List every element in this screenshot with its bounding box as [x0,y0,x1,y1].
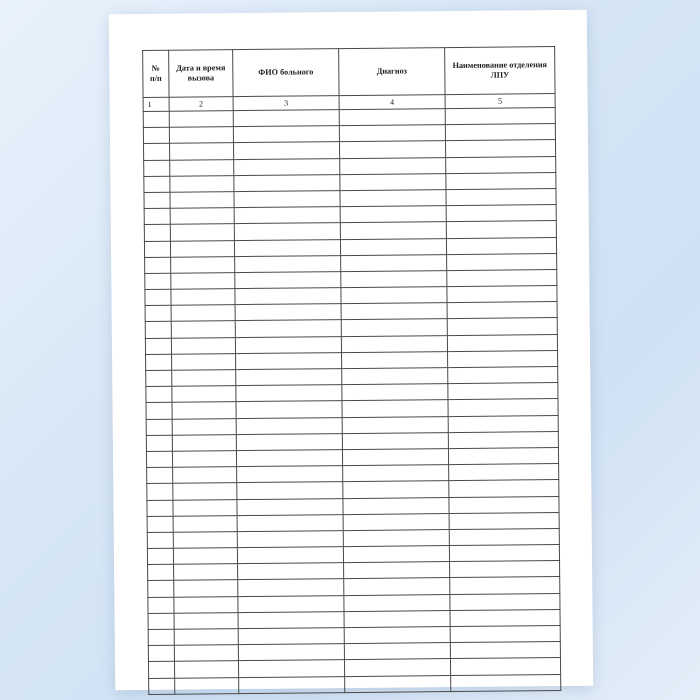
table-cell[interactable] [445,108,555,125]
table-cell[interactable] [448,383,558,400]
table-cell[interactable] [173,548,237,565]
table-cell[interactable] [172,353,236,370]
table-cell[interactable] [339,125,445,142]
table-cell[interactable] [148,564,174,580]
table-cell[interactable] [448,447,558,464]
table-cell[interactable] [171,337,235,354]
column-header-call-datetime: Дата и время вызова [169,50,233,98]
table-cell[interactable] [234,207,340,224]
table-cell[interactable] [451,674,561,691]
table-cell[interactable] [147,548,173,564]
table-cell[interactable] [340,238,446,255]
table-cell[interactable] [235,336,341,353]
table-cell[interactable] [145,273,171,289]
column-header-patient-name: ФИО больного [233,49,339,97]
column-number-3: 3 [233,96,339,111]
table-cell[interactable] [147,467,173,483]
table-cell[interactable] [236,401,342,418]
table-cell[interactable] [446,221,556,238]
table-cell[interactable] [170,240,234,257]
table-cell[interactable] [234,223,340,240]
table-cell[interactable] [237,498,343,515]
table-cell[interactable] [171,289,235,306]
table-cell[interactable] [342,416,448,433]
table-cell[interactable] [148,581,174,597]
table-cell[interactable] [148,629,174,645]
table-cell[interactable] [235,320,341,337]
table-cell[interactable] [172,370,236,387]
table-cell[interactable] [237,530,343,547]
table-cell[interactable] [344,594,450,611]
table-cell[interactable] [147,516,173,532]
column-header-department-name: Наименование отделения ЛПУ [445,47,555,95]
table-cell[interactable] [450,577,560,594]
table-cell[interactable] [447,286,557,303]
table-cell[interactable] [169,111,233,128]
table-cell[interactable] [147,500,173,516]
table-cell[interactable] [174,596,238,613]
table-cell[interactable] [171,256,235,273]
table-cell[interactable] [447,318,557,335]
table-cell[interactable] [148,645,174,661]
table-cell[interactable] [145,257,171,273]
table-cell[interactable] [447,269,557,286]
table-cell[interactable] [344,627,450,644]
table-cell[interactable] [341,270,447,287]
table-cell[interactable] [238,628,344,645]
table-cell[interactable] [344,659,450,676]
table-cell[interactable] [235,288,341,305]
table-cell[interactable] [345,675,451,692]
table-cell[interactable] [148,662,174,678]
table-cell[interactable] [175,677,239,694]
table-cell[interactable] [170,159,234,176]
table-cell[interactable] [446,205,556,222]
column-number-5: 5 [445,94,555,109]
table-cell[interactable] [238,644,344,661]
table-cell[interactable] [234,174,340,191]
table-cell[interactable] [147,532,173,548]
table-cell[interactable] [172,402,236,419]
table-cell[interactable] [449,464,559,481]
table-cell[interactable] [344,610,450,627]
table-cell[interactable] [343,546,449,563]
table-cell[interactable] [146,419,172,435]
table-cell[interactable] [449,512,559,529]
sheet-content [142,46,560,695]
table-cell[interactable] [144,208,170,224]
table-cell[interactable] [238,579,344,596]
table-cell[interactable] [173,531,237,548]
table-cell[interactable] [234,142,340,159]
table-cell[interactable] [340,173,446,190]
table-cell[interactable] [173,483,237,500]
table-cell[interactable] [237,514,343,531]
column-number-2: 2 [169,97,233,112]
table-cell[interactable] [234,191,340,208]
table-cell[interactable] [233,110,339,127]
table-cell[interactable] [171,321,235,338]
table-cell[interactable] [171,305,235,322]
table-cell[interactable] [448,431,558,448]
table-cell[interactable] [169,127,233,144]
table-cell[interactable] [343,465,449,482]
table-cell[interactable] [237,482,343,499]
paper-sheet [109,10,593,691]
table-cell[interactable] [171,272,235,289]
table-cell[interactable] [143,127,169,143]
table-cell[interactable] [147,484,173,500]
table-cell[interactable] [341,335,447,352]
table-cell[interactable] [343,513,449,530]
table-cell[interactable] [342,368,448,385]
table-cell[interactable] [450,642,560,659]
register-table [142,46,561,695]
table-cell[interactable] [448,350,558,367]
table-cell[interactable] [235,271,341,288]
table-cell[interactable] [450,609,560,626]
table-cell[interactable] [170,192,234,209]
table-cell[interactable] [342,351,448,368]
table-cell[interactable] [236,433,342,450]
table-cell[interactable] [344,643,450,660]
table-cell[interactable] [340,206,446,223]
column-number-4: 4 [339,95,445,110]
table-cell[interactable] [239,676,345,693]
table-cell[interactable] [237,466,343,483]
table-cell[interactable] [449,545,559,562]
table-cell[interactable] [450,593,560,610]
table-cell[interactable] [342,432,448,449]
table-cell[interactable] [145,289,171,305]
table-cell[interactable] [174,612,238,629]
table-cell[interactable] [446,172,556,189]
table-cell[interactable] [172,418,236,435]
table-cell[interactable] [238,611,344,628]
table-cell[interactable] [341,287,447,304]
table-cell[interactable] [341,254,447,271]
table-cell[interactable] [342,449,448,466]
table-cell[interactable] [446,156,556,173]
table-cell[interactable] [448,367,558,384]
table-cell[interactable] [445,140,555,157]
table-cell[interactable] [148,613,174,629]
column-number-1: 1 [143,97,169,111]
table-cell[interactable] [144,192,170,208]
table-cell[interactable] [170,208,234,225]
table-cell[interactable] [174,645,238,662]
table-cell[interactable] [449,496,559,513]
table-cell[interactable] [173,515,237,532]
table-cell[interactable] [235,304,341,321]
table-cell[interactable] [173,499,237,516]
table-body [143,108,561,695]
table-cell[interactable] [170,175,234,192]
table-cell[interactable] [447,253,557,270]
table-cell[interactable] [341,319,447,336]
table-cell[interactable] [235,255,341,272]
column-header-number [143,50,169,97]
table-cell[interactable] [341,303,447,320]
table-cell[interactable] [174,661,238,678]
table-cell[interactable] [145,305,171,321]
table-cell[interactable] [447,302,557,319]
table-cell[interactable] [174,580,238,597]
table-row[interactable] [149,674,561,694]
table-cell[interactable] [450,626,560,643]
table-cell[interactable] [236,417,342,434]
table-cell[interactable] [340,222,446,239]
table-cell[interactable] [450,658,560,675]
table-cell[interactable] [340,157,446,174]
table-cell[interactable] [174,564,238,581]
table-cell[interactable] [449,480,559,497]
table-cell[interactable] [174,629,238,646]
table-cell[interactable] [446,188,556,205]
table-cell[interactable] [340,141,446,158]
table-cell[interactable] [144,176,170,192]
table-cell[interactable] [343,481,449,498]
table-cell[interactable] [144,225,170,241]
table-cell[interactable] [146,386,172,402]
table-cell[interactable] [236,352,342,369]
table-cell[interactable] [448,415,558,432]
table-cell[interactable] [340,190,446,207]
table-cell[interactable] [236,450,342,467]
table-cell[interactable] [450,561,560,578]
table-cell[interactable] [146,354,172,370]
table-cell[interactable] [172,451,236,468]
table-cell[interactable] [342,384,448,401]
table-cell[interactable] [446,237,556,254]
table-cell[interactable] [146,403,172,419]
table-cell[interactable] [238,660,344,677]
table-cell[interactable] [173,467,237,484]
table-cell[interactable] [172,386,236,403]
table-cell[interactable] [144,160,170,176]
table-cell[interactable] [344,578,450,595]
table-cell[interactable] [146,451,172,467]
table-cell[interactable] [170,224,234,241]
column-header-number-line1: № п/п [149,64,162,83]
table-cell[interactable] [448,399,558,416]
table-cell[interactable] [144,241,170,257]
table-cell[interactable] [145,338,171,354]
table-cell[interactable] [145,322,171,338]
table-cell[interactable] [237,547,343,564]
table-cell[interactable] [339,109,445,126]
table-cell[interactable] [445,124,555,141]
table-cell[interactable] [148,597,174,613]
table-cell[interactable] [144,144,170,160]
table-cell[interactable] [342,400,448,417]
table-cell[interactable] [343,529,449,546]
table-cell[interactable] [233,126,339,143]
header-row [143,47,555,98]
table-cell[interactable] [146,370,172,386]
table-cell[interactable] [143,111,169,127]
table-cell[interactable] [172,434,236,451]
table-cell[interactable] [149,678,175,694]
table-cell[interactable] [343,497,449,514]
table-cell[interactable] [146,435,172,451]
table-header [143,47,556,112]
table-cell[interactable] [234,239,340,256]
table-cell[interactable] [238,563,344,580]
table-cell[interactable] [447,334,557,351]
table-cell[interactable] [238,595,344,612]
table-cell[interactable] [344,562,450,579]
table-cell[interactable] [236,385,342,402]
table-cell[interactable] [234,158,340,175]
table-cell[interactable] [449,528,559,545]
column-header-diagnosis: Диагноз [339,48,445,96]
table-cell[interactable] [236,369,342,386]
table-cell[interactable] [170,143,234,160]
